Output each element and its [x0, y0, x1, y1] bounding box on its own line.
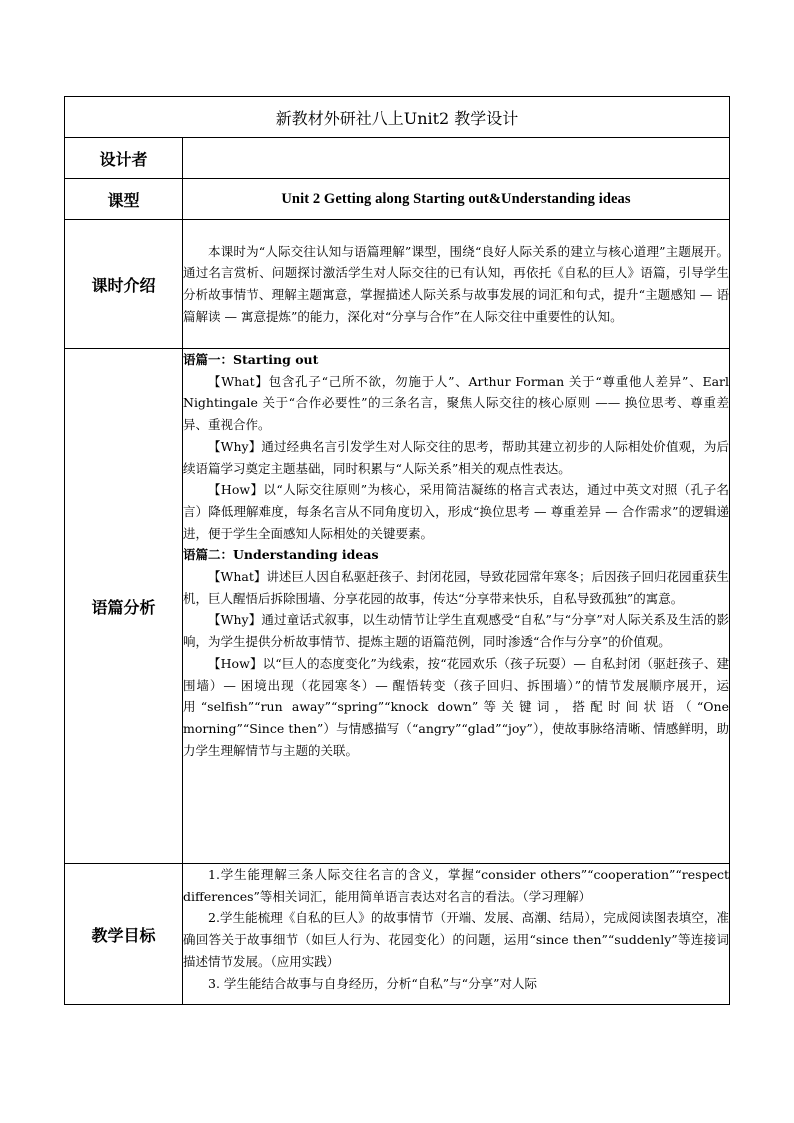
goal-item: 2.学生能梳理《自私的巨人》的故事情节（开端、发展、高潮、结局），完成阅读图表填空，准确回答关于故事细节（如巨人行为、花园变化）的问题，运用“since then”“suddenly”等连接词描述情节发展。（应用实践） [183, 910, 730, 969]
part2-why: 【Why】通过童话式叙事，以生动情节让学生直观感受“自私”与“分享”对人际关系及生活的影响，为学生提供分析故事情节、提炼主题的语篇范例，同时渗透“合作与分享”的价值观。 [183, 612, 730, 650]
type-row [65, 179, 730, 220]
designer-label: 设计者 [65, 138, 183, 179]
part2-how: 【How】以“巨人的态度变化”为线索，按“花园欢乐（孩子玩耍）— 自私封闭（驱赶孩子、建围墙）— 困境出现（花园寒冬）— 醒悟转变（孩子回归、拆围墙）”的情节发展顺序展开，运用“selfish”“run away”“spring”“knock down”等关键词，搭配时间状语（“One morning”“Since then”）与情感描写（“angry”“glad”“joy”），使故事脉络清晰、情感鲜明，助力学生理解情节与主题的关联。 [183, 655, 730, 758]
part1-why: 【Why】通过经典名言引发学生对人际交往的思考，帮助其建立初步的人际相处价值观，为后续语篇学习奠定主题基础，同时积累与“人际关系”相关的观点性表达。 [183, 438, 730, 476]
designer-row [65, 138, 730, 179]
designer-value [183, 138, 730, 179]
part2-heading: 语篇二：Understanding ideas [183, 547, 379, 563]
part1-what: 【What】包含孔子“己所不欲，勿施于人”、Arthur Forman 关于“尊重他人差异”、Earl Nightingale 关于“合作必要性”的三条名言，聚焦人际交往的核心原则 —— 换位思考、尊重差异、重视合作。 [183, 373, 730, 433]
goal-item: 3. 学生能结合故事与自身经历，分析“自私”与“分享”对人际 [208, 975, 537, 991]
lesson-plan-page [64, 96, 729, 1005]
goals-row [65, 864, 730, 1005]
type-label: 课型 [65, 179, 183, 220]
part2-what: 【What】讲述巨人因自私驱赶孩子、封闭花园，导致花园常年寒冬；后因孩子回归花园重获生机，巨人醒悟后拆除围墙、分享花园的故事，传达“分享带来快乐，自私导致孤独”的寓意。 [183, 569, 730, 606]
analysis-label: 语篇分析 [65, 349, 183, 864]
analysis-row [65, 349, 730, 864]
type-value: Unit 2 Getting along Starting out&Understanding ideas [183, 179, 730, 220]
goals-list [183, 864, 729, 1004]
intro-text: 本课时为“人际交往认知与语篇理解”课型，围绕“良好人际关系的建立与核心道理”主题展开。通过名言赏析、问题探讨激活学生对人际交往的已有认知，再依托《自私的巨人》语篇，引导学生分析故事情节、理解主题寓意，掌握描述人际关系与故事发展的词汇和句式，提升“主题感知 — 语篇解读 — 寓意提炼”的能力，深化对“分享与合作”在人际交往中重要性的认知。 [183, 243, 730, 324]
intro-cell [183, 220, 730, 349]
document-title: 新教材外研社八上Unit2 教学设计 [65, 97, 730, 138]
intro-row [65, 220, 730, 349]
title-row [65, 97, 730, 138]
part1-heading: 语篇一：Starting out [183, 352, 319, 367]
goals-cell [183, 864, 730, 1005]
intro-label: 课时介绍 [65, 220, 183, 349]
goal-item: 1.学生能理解三条人际交往名言的含义，掌握“consider others”“cooperation”“respect differences”等相关词汇，能用简单语言表达对名言的看法。（学习理解） [183, 867, 730, 904]
lesson-plan-table [64, 96, 730, 1005]
part1-how: 【How】以“人际交往原则”为核心，采用简洁凝练的格言式表达，通过中英文对照（孔子名言）降低理解难度，每条名言从不同角度切入，形成“换位思考 — 尊重差异 — 合作需求”的逻辑递进，便于学生全面感知人际相处的关键要素。 [183, 482, 730, 541]
analysis-cell [183, 349, 730, 864]
goals-label: 教学目标 [65, 864, 183, 1005]
